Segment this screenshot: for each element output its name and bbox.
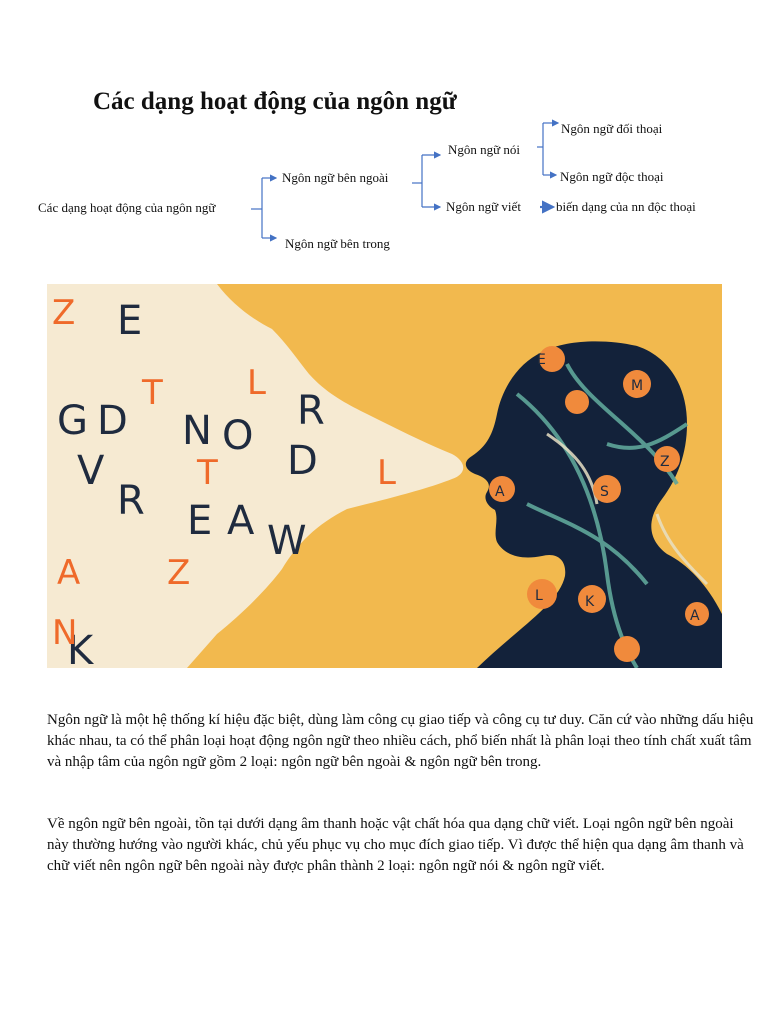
svg-text:L: L	[377, 453, 396, 493]
node-external: Ngôn ngữ bên ngoài	[282, 170, 389, 185]
svg-text:E: E	[187, 498, 213, 544]
classification-diagram	[0, 115, 768, 265]
svg-text:W: W	[267, 518, 307, 564]
node-dialogue: Ngôn ngữ đối thoại	[561, 121, 663, 136]
svg-text:N: N	[52, 613, 78, 653]
svg-text:S: S	[600, 484, 609, 500]
svg-text:T: T	[197, 453, 218, 493]
node-root: Các dạng hoạt động của ngôn ngữ	[38, 200, 216, 215]
paragraph-external-language: Về ngôn ngữ bên ngoài, tồn tại dưới dạng âm thanh hoặc vật chất hóa qua dạng chữ viết. Loại ngôn ngữ bên ngoài này thường hướng vào người khác, chủ yếu phục vụ cho mục đích giao tiếp. Vì được thể hiện qua dạng âm thanh và chữ viết nên ngôn ngữ bên ngoài này được phân thành 2 loại: ngôn ngữ nói & ngôn ngữ viết.	[47, 816, 744, 874]
paragraph-intro: Ngôn ngữ là một hệ thống kí hiệu đặc biệt, dùng làm công cụ giao tiếp và công cụ tư duy. Căn cứ vào những dấu hiệu khác nhau, ta có thể phân loại hoạt động ngôn ngữ theo nhiều cách, phổ biến nhất là phân loại theo tính chất xuất tâm và nhập tâm của ngôn ngữ gồm 2 loại: ngôn ngữ bên ngoài & ngôn ngữ bên trong.	[47, 712, 754, 770]
svg-text:G: G	[57, 398, 88, 444]
svg-text:A: A	[57, 553, 81, 593]
svg-text:Z: Z	[660, 454, 670, 470]
svg-text:L: L	[535, 588, 543, 604]
language-illustration	[47, 284, 722, 668]
svg-text:R: R	[297, 388, 325, 434]
svg-text:D: D	[287, 438, 318, 484]
svg-text:T: T	[142, 373, 163, 413]
svg-text:V: V	[77, 448, 105, 494]
svg-text:M: M	[631, 378, 644, 394]
svg-text:R: R	[117, 478, 145, 524]
svg-text:A: A	[690, 608, 700, 624]
node-written-note: biến dạng của nn độc thoại	[556, 199, 696, 214]
node-internal: Ngôn ngữ bên trong	[285, 236, 390, 251]
node-written: Ngôn ngữ viết	[446, 199, 521, 214]
svg-text:K: K	[585, 594, 595, 610]
node-monologue: Ngôn ngữ độc thoại	[560, 169, 664, 184]
svg-text:N: N	[182, 408, 212, 454]
svg-text:A: A	[227, 498, 255, 544]
svg-text:Z: Z	[52, 293, 76, 333]
svg-text:L: L	[247, 363, 266, 403]
svg-text:O: O	[222, 413, 254, 459]
node-spoken: Ngôn ngữ nói	[448, 142, 521, 157]
svg-text:K: K	[67, 628, 94, 668]
page-title: Các dạng hoạt động của ngôn ngữ	[93, 88, 457, 115]
svg-text:Z: Z	[167, 553, 191, 593]
person-silhouette-speaking-letters-icon	[47, 284, 722, 668]
svg-text:E: E	[537, 352, 546, 368]
svg-text:D: D	[97, 398, 128, 444]
svg-text:E: E	[117, 298, 143, 344]
svg-text:A: A	[495, 484, 505, 500]
